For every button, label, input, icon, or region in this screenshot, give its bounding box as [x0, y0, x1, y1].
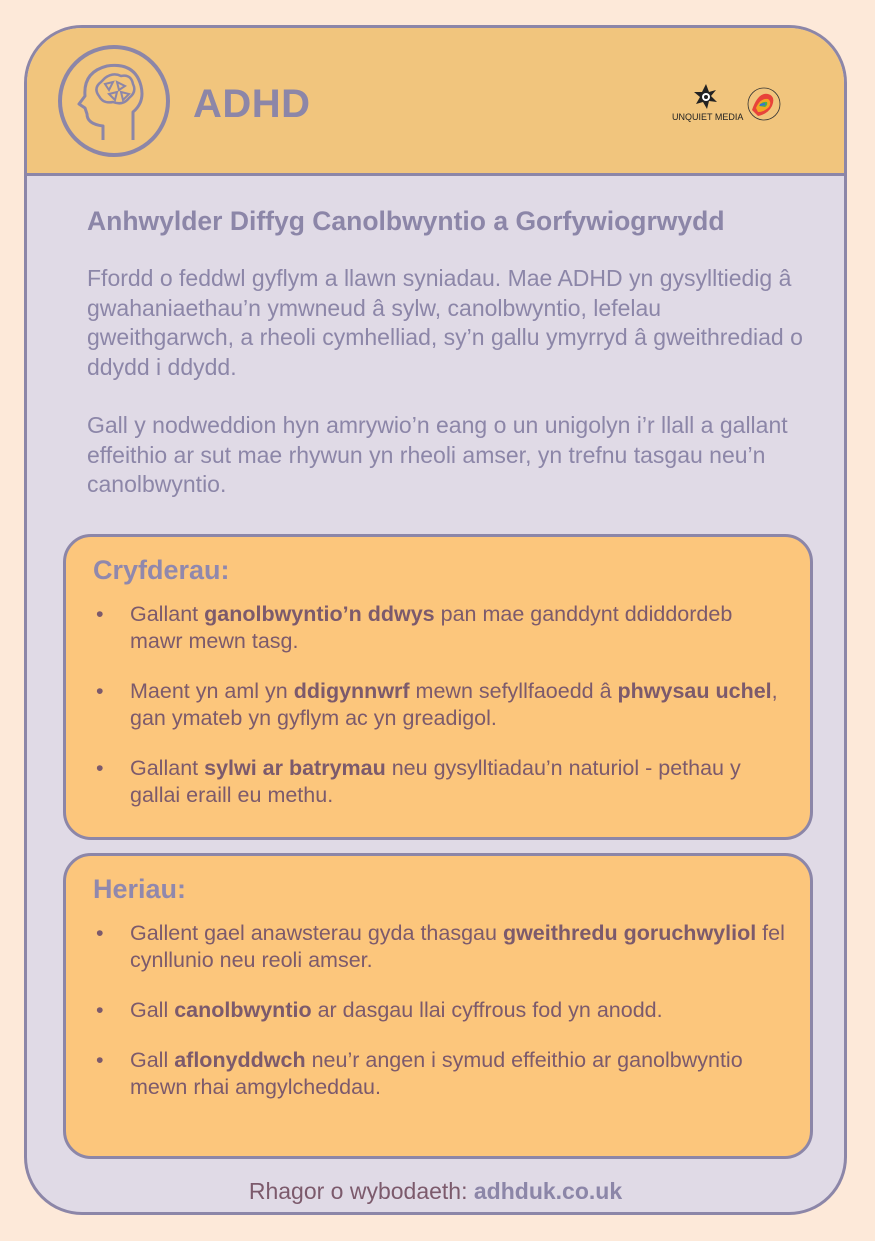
- info-card: [24, 25, 847, 1215]
- list-item: • Gall canolbwyntio ar dasgau llai cyffrous fod yn anodd.: [96, 998, 663, 1022]
- subtitle: Anhwylder Diffyg Canolbwyntio a Gorfywiogrwydd: [87, 206, 725, 236]
- bullet-icon: •: [96, 756, 104, 780]
- bullet-icon: •: [96, 602, 104, 626]
- footer: [27, 1178, 844, 1205]
- page-title: ADHD: [193, 82, 311, 126]
- challenges-heading: Heriau:: [93, 874, 187, 904]
- intro-paragraph: Gall y nodweddion hyn amrywio’n eang o un unigolyn i’r llall a gallant effeithio ar sut mae rhywun yn rheoli amser, yn trefnu tasgau neu’n canolbwyntio.: [87, 412, 788, 497]
- unquiet-media-logo: [672, 84, 743, 122]
- bullet-icon: •: [96, 921, 104, 945]
- partner-logos: [672, 80, 782, 128]
- list-item: • Gallant sylwi ar batrymau neu gysylltiadau’n naturiol - pethau y gallai eraill eu methu.: [96, 756, 741, 807]
- more-info-link[interactable]: adhduk.co.uk: [473, 1178, 623, 1204]
- challenges-list: [66, 920, 810, 1124]
- list-item: • Gall aflonyddwch neu’r angen i symud effeithio ar ganolbwyntio mewn rhai amgylcheddau.: [96, 1048, 743, 1099]
- strengths-box: [63, 534, 813, 840]
- bullet-icon: •: [96, 679, 104, 703]
- svg-text:UNQUIET MEDIA: UNQUIET MEDIA: [672, 112, 744, 122]
- list-item: • Gallant ganolbwyntio’n ddwys pan mae ganddynt ddiddordeb mawr mewn tasg.: [96, 602, 733, 653]
- strengths-heading: Cryfderau:: [93, 555, 230, 585]
- list-item: • Gallent gael anawsterau gyda thasgau gweithredu goruchwyliol fel cynllunio neu reoli amser.: [96, 921, 785, 972]
- challenges-box: [63, 853, 813, 1159]
- bullet-icon: •: [96, 998, 104, 1022]
- card-header: [27, 28, 844, 176]
- strengths-list: [66, 601, 810, 832]
- rainbow-dragon-logo: [748, 88, 780, 120]
- bullet-icon: •: [96, 1048, 104, 1072]
- intro-paragraph: Ffordd o feddwl gyflym a llawn syniadau. Mae ADHD yn gysylltiedig â gwahaniaethau’n ymwneud â sylw, canolbwyntio, lefelau gweithgarwch, a rheoli cymhelliad, sy’n gallu ymyrryd â gweithrediad o ddydd i ddydd.: [87, 265, 803, 380]
- head-brain-icon: [57, 44, 171, 158]
- footer-label: Rhagor o wybodaeth:: [248, 1178, 474, 1204]
- intro-text: [87, 264, 807, 500]
- list-item: • Maent yn aml yn ddigynnwrf mewn sefyllfaoedd â phwysau uchel, gan ymateb yn gyflym ac yn greadigol.: [96, 679, 778, 730]
